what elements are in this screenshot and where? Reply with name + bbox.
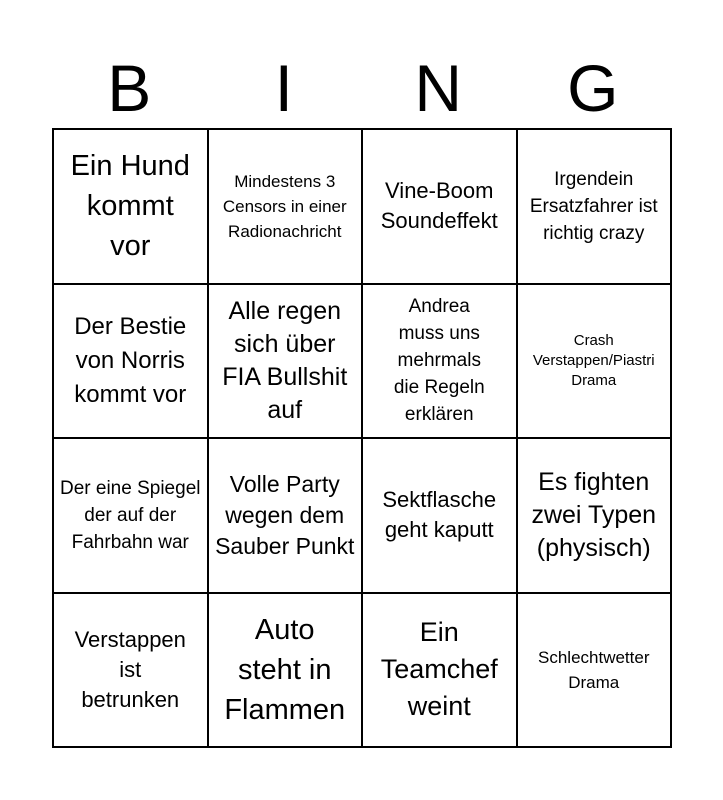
bingo-cell-1-4[interactable] <box>518 130 673 285</box>
bingo-cell-text: Volle Party wegen dem Sauber Punkt <box>215 470 355 559</box>
bingo-cell-text: Alle regen sich über FIA Bullshit auf <box>222 296 348 424</box>
bingo-cell-3-4[interactable] <box>518 439 673 594</box>
bingo-cell-text: Es fighten zwei Typen (physisch) <box>531 467 657 562</box>
bingo-cell-2-3[interactable] <box>363 285 518 440</box>
header-letter-b: B <box>107 51 152 125</box>
bingo-cell-text: Schlechtwetter Drama <box>538 647 650 692</box>
bingo-cell-2-4[interactable] <box>518 285 673 440</box>
bingo-cell-3-2[interactable] <box>209 439 364 594</box>
header-letter-g: G <box>567 51 619 125</box>
bingo-cell-text: Auto steht in Flammen <box>224 613 346 726</box>
bingo-cell-text: Andrea muss uns mehrmals die Regeln erklären <box>393 296 485 426</box>
bingo-cell-text: Irgendein Ersatzfahrer ist richtig crazy <box>529 168 658 244</box>
header-letter-i: I <box>274 51 293 125</box>
bingo-cell-text: Der eine Spiegel der auf der Fahrbahn war <box>60 477 201 553</box>
bingo-cell-4-3[interactable] <box>363 594 518 749</box>
bingo-cell-3-1[interactable] <box>54 439 209 594</box>
bingo-cell-text: Vine-Boom Soundeffekt <box>380 178 498 234</box>
bingo-cell-2-1[interactable] <box>54 285 209 440</box>
bingo-cell-text: Mindestens 3 Censors in einer Radionachricht <box>222 171 347 241</box>
bingo-cell-text: Ein Hund kommt vor <box>70 150 190 263</box>
bingo-grid <box>52 128 672 748</box>
bingo-cell-1-2[interactable] <box>209 130 364 285</box>
bingo-cell-4-2[interactable] <box>209 594 364 749</box>
bingo-cell-1-3[interactable] <box>363 130 518 285</box>
bingo-cell-1-1[interactable] <box>54 130 209 285</box>
bingo-header <box>52 48 670 128</box>
bingo-cell-text: Ein Teamchef weint <box>380 617 498 722</box>
bingo-cell-2-2[interactable] <box>209 285 364 440</box>
bingo-cell-text: Verstappen ist betrunken <box>74 626 186 712</box>
bingo-cell-text: Der Bestie von Norris kommt vor <box>74 312 187 408</box>
bingo-cell-3-3[interactable] <box>363 439 518 594</box>
bingo-cell-text: Crash Verstappen/Piastri Drama <box>532 331 655 389</box>
bingo-cell-4-1[interactable] <box>54 594 209 749</box>
header-letter-n: N <box>414 51 463 125</box>
bingo-cell-text: Sektflasche geht kaputt <box>382 487 497 543</box>
bingo-cell-4-4[interactable] <box>518 594 673 749</box>
